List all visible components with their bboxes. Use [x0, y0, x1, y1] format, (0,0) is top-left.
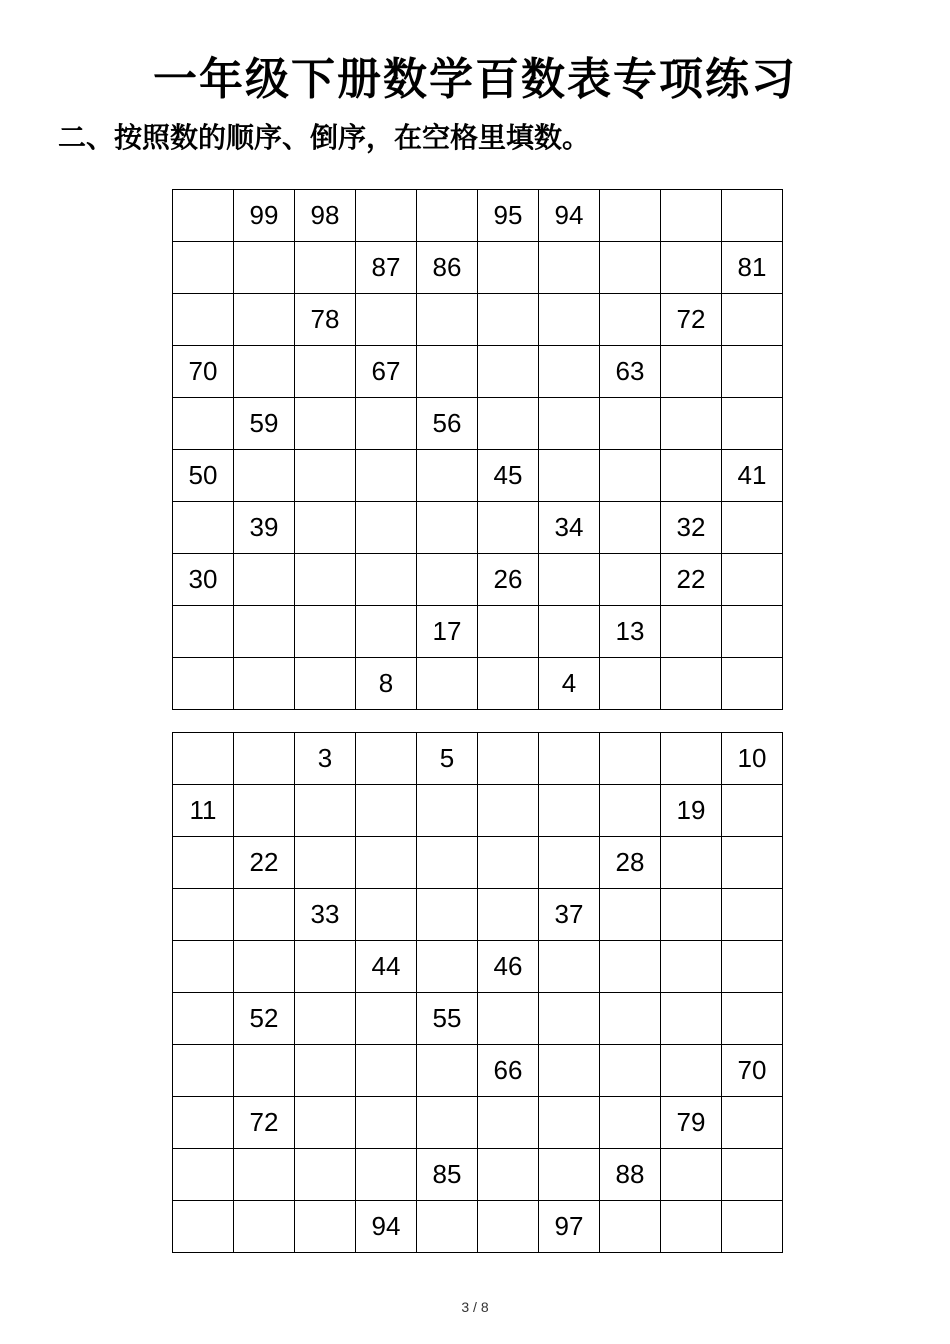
grid-cell-blank[interactable]: [173, 941, 234, 993]
grid-cell-blank[interactable]: [539, 1045, 600, 1097]
grid-cell-blank[interactable]: [722, 1097, 783, 1149]
grid-cell-blank[interactable]: [600, 733, 661, 785]
grid-cell-number: 95: [478, 190, 539, 242]
grid-cell-blank[interactable]: [722, 398, 783, 450]
grid-cell-number: 44: [356, 941, 417, 993]
grid-cell-blank[interactable]: [356, 190, 417, 242]
grid-cell-blank[interactable]: [661, 190, 722, 242]
grid-cell-blank[interactable]: [417, 346, 478, 398]
grid-cell-blank[interactable]: [661, 837, 722, 889]
grid-cell-blank[interactable]: [539, 941, 600, 993]
grid-cell-number: 52: [234, 993, 295, 1045]
grid-cell-number: 85: [417, 1149, 478, 1201]
grid-cell-blank[interactable]: [173, 1097, 234, 1149]
grid-cell-blank[interactable]: [417, 190, 478, 242]
grid-row: [173, 450, 783, 502]
grid-cell-blank[interactable]: [478, 398, 539, 450]
grid-row: [173, 733, 783, 785]
grid-row: [173, 1149, 783, 1201]
grid-cell-number: 32: [661, 502, 722, 554]
grid-row: [173, 1045, 783, 1097]
grid-row: [173, 993, 783, 1045]
grid-cell-blank[interactable]: [173, 658, 234, 710]
grid-row: [173, 837, 783, 889]
grid-cell-blank[interactable]: [661, 733, 722, 785]
grid-cell-blank[interactable]: [661, 941, 722, 993]
grid-cell-blank[interactable]: [417, 1097, 478, 1149]
grid-cell-blank[interactable]: [722, 993, 783, 1045]
grid-cell-number: 22: [234, 837, 295, 889]
grid-cell-number: 99: [234, 190, 295, 242]
grid-cell-blank[interactable]: [600, 190, 661, 242]
grid-cell-number: 72: [234, 1097, 295, 1149]
grid-cell-blank[interactable]: [234, 242, 295, 294]
grid-cell-number: 94: [356, 1201, 417, 1253]
grid-cell-blank[interactable]: [173, 398, 234, 450]
grid-cell-number: 45: [478, 450, 539, 502]
grid-cell-blank[interactable]: [356, 1097, 417, 1149]
grid-cell-blank[interactable]: [600, 889, 661, 941]
grid-cell-number: 26: [478, 554, 539, 606]
grid-cell-blank[interactable]: [600, 294, 661, 346]
grid-cell-blank[interactable]: [417, 450, 478, 502]
grid-cell-blank[interactable]: [478, 346, 539, 398]
page-number: 3 / 8: [461, 1299, 489, 1315]
grid-cell-blank[interactable]: [478, 606, 539, 658]
grid-cell-blank[interactable]: [356, 398, 417, 450]
grid-cell-number: 37: [539, 889, 600, 941]
grid-cell-blank[interactable]: [722, 502, 783, 554]
grid-cell-blank[interactable]: [234, 294, 295, 346]
grid-cell-number: 59: [234, 398, 295, 450]
grid-cell-blank[interactable]: [722, 1149, 783, 1201]
grid-row: [173, 502, 783, 554]
grid-row: [173, 658, 783, 710]
grid-cell-blank[interactable]: [722, 837, 783, 889]
grid-cell-blank[interactable]: [173, 1201, 234, 1253]
grid-cell-blank[interactable]: [600, 993, 661, 1045]
hundred-chart-descending: [172, 189, 783, 710]
grid-cell-blank[interactable]: [600, 1097, 661, 1149]
grid-cell-blank[interactable]: [295, 398, 356, 450]
grid-row: [173, 346, 783, 398]
grid-cell-blank[interactable]: [600, 450, 661, 502]
grid-cell-number: 17: [417, 606, 478, 658]
grid-cell-blank[interactable]: [539, 398, 600, 450]
grid-cell-blank[interactable]: [478, 242, 539, 294]
grid-cell-blank[interactable]: [295, 450, 356, 502]
grid-row: [173, 785, 783, 837]
grid-cell-number: 39: [234, 502, 295, 554]
grid-cell-number: 81: [722, 242, 783, 294]
grid-cell-blank[interactable]: [356, 837, 417, 889]
grid-cell-blank[interactable]: [600, 1045, 661, 1097]
grid-cell-blank[interactable]: [539, 733, 600, 785]
grid-cell-blank[interactable]: [173, 733, 234, 785]
grid-cell-blank[interactable]: [600, 554, 661, 606]
grid-cell-blank[interactable]: [478, 785, 539, 837]
grid-cell-blank[interactable]: [295, 1149, 356, 1201]
grid-row: [173, 889, 783, 941]
grid-cell-number: 4: [539, 658, 600, 710]
grid-cell-blank[interactable]: [539, 242, 600, 294]
grid-cell-blank[interactable]: [661, 450, 722, 502]
grid-cell-blank[interactable]: [173, 606, 234, 658]
grid-cell-blank[interactable]: [722, 294, 783, 346]
grid-cell-blank[interactable]: [722, 889, 783, 941]
grid-cell-blank[interactable]: [539, 993, 600, 1045]
grid-cell-blank[interactable]: [661, 242, 722, 294]
grid-cell-blank[interactable]: [722, 554, 783, 606]
grid-cell-blank[interactable]: [722, 346, 783, 398]
grid-cell-blank[interactable]: [539, 294, 600, 346]
grid-cell-blank[interactable]: [478, 294, 539, 346]
grid-cell-blank[interactable]: [539, 1149, 600, 1201]
grid-cell-number: 72: [661, 294, 722, 346]
grid-cell-blank[interactable]: [173, 837, 234, 889]
grid-cell-blank[interactable]: [478, 889, 539, 941]
grid-cell-blank[interactable]: [722, 190, 783, 242]
grid-cell-number: 87: [356, 242, 417, 294]
grid-cell-blank[interactable]: [356, 1149, 417, 1201]
grid-cell-blank[interactable]: [234, 785, 295, 837]
grid-cell-blank[interactable]: [295, 993, 356, 1045]
grid-cell-number: 3: [295, 733, 356, 785]
grid-cell-blank[interactable]: [173, 1149, 234, 1201]
grid-cell-blank[interactable]: [417, 658, 478, 710]
grid-cell-blank[interactable]: [234, 658, 295, 710]
grid-cell-blank[interactable]: [661, 606, 722, 658]
grid-row: [173, 1201, 783, 1253]
grid-cell-blank[interactable]: [295, 606, 356, 658]
grid-cell-blank[interactable]: [234, 1201, 295, 1253]
grid-cell-blank[interactable]: [661, 993, 722, 1045]
grid-cell-blank[interactable]: [295, 502, 356, 554]
grid-cell-number: 66: [478, 1045, 539, 1097]
grid-cell-blank[interactable]: [417, 502, 478, 554]
grid-cell-blank[interactable]: [356, 785, 417, 837]
grid-cell-blank[interactable]: [417, 785, 478, 837]
grid-cell-number: 78: [295, 294, 356, 346]
grid-cell-blank[interactable]: [356, 450, 417, 502]
grid-cell-number: 97: [539, 1201, 600, 1253]
page-title: 一年级下册数学百数表专项练习: [153, 54, 797, 105]
grid-cell-blank[interactable]: [295, 242, 356, 294]
grid-cell-blank[interactable]: [722, 941, 783, 993]
grid-cell-number: 13: [600, 606, 661, 658]
grid-cell-blank[interactable]: [661, 1201, 722, 1253]
grid-cell-number: 79: [661, 1097, 722, 1149]
grid-cell-blank[interactable]: [356, 502, 417, 554]
grid-cell-number: 8: [356, 658, 417, 710]
grid-cell-blank[interactable]: [722, 658, 783, 710]
grid-cell-blank[interactable]: [478, 502, 539, 554]
grid-cell-number: 28: [600, 837, 661, 889]
grid-cell-blank[interactable]: [173, 242, 234, 294]
grid-cell-number: 98: [295, 190, 356, 242]
grid-row: [173, 1097, 783, 1149]
grid-cell-blank[interactable]: [173, 1045, 234, 1097]
grid-cell-blank[interactable]: [295, 346, 356, 398]
grid-cell-blank[interactable]: [234, 606, 295, 658]
grid-cell-number: 50: [173, 450, 234, 502]
grid-cell-blank[interactable]: [173, 502, 234, 554]
grid-cell-blank[interactable]: [295, 658, 356, 710]
grid-cell-blank[interactable]: [356, 1045, 417, 1097]
grid-cell-blank[interactable]: [295, 837, 356, 889]
grid-cell-blank[interactable]: [478, 733, 539, 785]
grid-cell-blank[interactable]: [661, 889, 722, 941]
grid-cell-number: 5: [417, 733, 478, 785]
grid-cell-blank[interactable]: [295, 1045, 356, 1097]
grid-cell-number: 55: [417, 993, 478, 1045]
grid-row: [173, 941, 783, 993]
grid-row: [173, 190, 783, 242]
grid-cell-number: 11: [173, 785, 234, 837]
grid-cell-number: 88: [600, 1149, 661, 1201]
grid-cell-blank[interactable]: [478, 837, 539, 889]
grid-cell-blank[interactable]: [539, 837, 600, 889]
grid-cell-blank[interactable]: [356, 606, 417, 658]
grid-cell-blank[interactable]: [478, 1097, 539, 1149]
grid-cell-blank[interactable]: [539, 450, 600, 502]
grid-cell-number: 46: [478, 941, 539, 993]
grid-cell-number: 22: [661, 554, 722, 606]
grid-cell-blank[interactable]: [173, 190, 234, 242]
grid-cell-blank[interactable]: [722, 1201, 783, 1253]
grid-cell-blank[interactable]: [600, 398, 661, 450]
grid-cell-blank[interactable]: [417, 554, 478, 606]
grid-cell-blank[interactable]: [417, 837, 478, 889]
grid-cell-blank[interactable]: [173, 993, 234, 1045]
grid-cell-blank[interactable]: [600, 502, 661, 554]
grid-cell-number: 94: [539, 190, 600, 242]
grid-cell-blank[interactable]: [417, 1201, 478, 1253]
grid-cell-blank[interactable]: [722, 606, 783, 658]
grid-cell-blank[interactable]: [600, 941, 661, 993]
grid-cell-blank[interactable]: [234, 1045, 295, 1097]
grid-cell-blank[interactable]: [661, 398, 722, 450]
grid-cell-blank[interactable]: [234, 733, 295, 785]
grid-cell-blank[interactable]: [356, 993, 417, 1045]
grid-cell-blank[interactable]: [539, 785, 600, 837]
grid-row: [173, 554, 783, 606]
grid-cell-number: 63: [600, 346, 661, 398]
grid-cell-number: 30: [173, 554, 234, 606]
grid-cell-blank[interactable]: [173, 889, 234, 941]
grid-cell-number: 70: [173, 346, 234, 398]
grid-cell-blank[interactable]: [417, 941, 478, 993]
grid-cell-blank[interactable]: [295, 785, 356, 837]
grid-cell-blank[interactable]: [539, 1097, 600, 1149]
grid-cell-blank[interactable]: [295, 1201, 356, 1253]
grid-cell-blank[interactable]: [295, 941, 356, 993]
grid-cell-blank[interactable]: [600, 785, 661, 837]
grid-cell-number: 41: [722, 450, 783, 502]
grid-cell-blank[interactable]: [234, 450, 295, 502]
grid-cell-blank[interactable]: [478, 1149, 539, 1201]
grid-cell-number: 56: [417, 398, 478, 450]
grid-row: [173, 606, 783, 658]
grid-cell-blank[interactable]: [295, 554, 356, 606]
grid-cell-blank[interactable]: [661, 658, 722, 710]
grid-cell-number: 33: [295, 889, 356, 941]
hundred-chart-ascending: [172, 732, 783, 1253]
grid-row: [173, 398, 783, 450]
grid-cell-blank[interactable]: [356, 554, 417, 606]
grid-cell-blank[interactable]: [722, 785, 783, 837]
grid-cell-blank[interactable]: [356, 294, 417, 346]
grid-cell-number: 70: [722, 1045, 783, 1097]
grid-cell-blank[interactable]: [417, 294, 478, 346]
grid-cell-blank[interactable]: [356, 889, 417, 941]
grid-cell-blank[interactable]: [478, 993, 539, 1045]
grid-cell-blank[interactable]: [600, 658, 661, 710]
grid-cell-blank[interactable]: [661, 1045, 722, 1097]
grid-cell-blank[interactable]: [234, 941, 295, 993]
grid-cell-blank[interactable]: [600, 242, 661, 294]
grid-cell-number: 86: [417, 242, 478, 294]
grid-row: [173, 294, 783, 346]
grid-cell-blank[interactable]: [417, 889, 478, 941]
grid-cell-blank[interactable]: [234, 889, 295, 941]
grid-row: [173, 242, 783, 294]
grid-cell-blank[interactable]: [234, 346, 295, 398]
grid-cell-blank[interactable]: [478, 658, 539, 710]
grid-cell-blank[interactable]: [661, 346, 722, 398]
grid-cell-blank[interactable]: [539, 554, 600, 606]
grid-cell-blank[interactable]: [417, 1045, 478, 1097]
grid-cell-number: 19: [661, 785, 722, 837]
grid-cell-blank[interactable]: [600, 1201, 661, 1253]
grid-cell-number: 34: [539, 502, 600, 554]
grid-cell-blank[interactable]: [539, 346, 600, 398]
grid-cell-blank[interactable]: [173, 294, 234, 346]
grid-cell-blank[interactable]: [234, 554, 295, 606]
exercise-instruction: 二、按照数的顺序、倒序，在空格里填数。: [58, 121, 591, 154]
grid-cell-blank[interactable]: [539, 606, 600, 658]
grid-cell-blank[interactable]: [295, 1097, 356, 1149]
grid-cell-number: 10: [722, 733, 783, 785]
grid-cell-blank[interactable]: [478, 1201, 539, 1253]
grid-cell-blank[interactable]: [661, 1149, 722, 1201]
grid-cell-blank[interactable]: [234, 1149, 295, 1201]
grid-cell-blank[interactable]: [356, 733, 417, 785]
grid-cell-number: 67: [356, 346, 417, 398]
